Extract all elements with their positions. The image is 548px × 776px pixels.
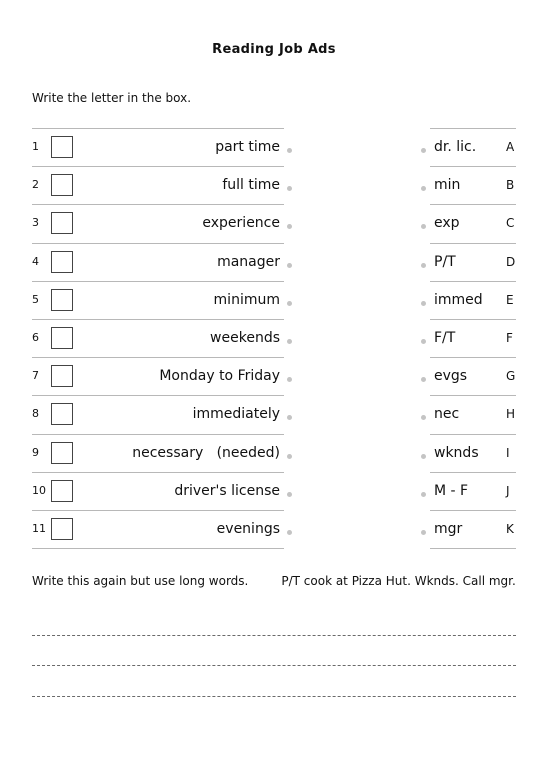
abbreviation-label: min	[434, 177, 461, 194]
match-dot-left[interactable]	[287, 454, 292, 459]
term-label: manager	[217, 253, 280, 270]
row-number: 9	[32, 445, 39, 459]
term-label: necessary (needed)	[132, 444, 280, 461]
match-dot-right[interactable]	[421, 301, 426, 306]
match-row	[0, 319, 548, 357]
answer-box[interactable]	[51, 212, 73, 234]
row-number: 7	[32, 369, 39, 383]
match-dot-left[interactable]	[287, 301, 292, 306]
term-label: full time	[222, 177, 280, 194]
match-dot-right[interactable]	[421, 454, 426, 459]
answer-box[interactable]	[51, 136, 73, 158]
rewrite-task	[32, 573, 518, 590]
job-ad-text: P/T cook at Pizza Hut. Wknds. Call mgr.	[281, 574, 516, 588]
answer-line-3[interactable]	[32, 696, 516, 697]
abbreviation-label: wknds	[434, 444, 479, 461]
term-label: Monday to Friday	[159, 368, 280, 385]
option-letter: C	[506, 216, 515, 231]
match-row	[0, 166, 548, 204]
rewrite-prompt: Write this again but use long words.	[32, 574, 249, 588]
abbreviation-label: mgr	[434, 521, 463, 537]
match-row	[0, 357, 548, 395]
option-letter: A	[506, 140, 515, 154]
answer-box[interactable]	[51, 480, 73, 502]
term-label: weekends	[210, 330, 280, 346]
match-dot-left[interactable]	[287, 415, 292, 420]
instruction-text: Write the letter in the box.	[32, 91, 192, 105]
row-number: 5	[32, 292, 39, 306]
answer-box[interactable]	[51, 327, 73, 349]
match-row	[0, 204, 548, 242]
option-letter: G	[506, 369, 516, 384]
abbreviation-label: immed	[434, 291, 483, 308]
answer-box[interactable]	[51, 442, 73, 464]
match-dot-right[interactable]	[421, 377, 426, 382]
row-number: 3	[32, 216, 39, 230]
row-number: 6	[32, 331, 39, 344]
match-dot-left[interactable]	[287, 148, 292, 153]
answer-line-1[interactable]	[32, 635, 516, 636]
row-number: 11	[32, 522, 46, 535]
abbreviation-label: dr. lic.	[434, 139, 477, 155]
match-dot-right[interactable]	[421, 492, 426, 497]
match-dot-right[interactable]	[421, 339, 426, 344]
option-letter: E	[506, 292, 514, 307]
term-label: experience	[202, 215, 280, 232]
match-row	[0, 128, 548, 166]
match-dot-right[interactable]	[421, 530, 426, 535]
term-label: minimum	[213, 291, 280, 308]
match-dot-left[interactable]	[287, 530, 292, 535]
match-dot-right[interactable]	[421, 148, 426, 153]
match-dot-right[interactable]	[421, 186, 426, 191]
row-separator	[430, 548, 516, 549]
worksheet-title: Reading Job Ads	[212, 42, 336, 57]
match-dot-right[interactable]	[421, 224, 426, 229]
row-number: 8	[32, 407, 39, 421]
match-dot-left[interactable]	[287, 377, 292, 382]
row-number: 10	[32, 483, 46, 497]
option-letter: D	[506, 254, 516, 269]
match-row	[0, 434, 548, 472]
answer-line-2[interactable]	[32, 665, 516, 666]
answer-box[interactable]	[51, 403, 73, 425]
abbreviation-label: exp	[434, 215, 460, 232]
match-dot-right[interactable]	[421, 415, 426, 420]
match-row	[0, 243, 548, 281]
abbreviation-label: M - F	[434, 482, 469, 499]
match-dot-right[interactable]	[421, 263, 426, 268]
match-dot-left[interactable]	[287, 492, 292, 497]
answer-box[interactable]	[51, 518, 73, 540]
match-row	[0, 395, 548, 433]
row-number: 4	[32, 254, 39, 268]
abbreviation-label: nec	[434, 406, 460, 423]
abbreviation-label: evgs	[434, 368, 468, 385]
answer-box[interactable]	[51, 365, 73, 387]
row-number: 2	[32, 178, 39, 192]
abbreviation-label: F/T	[434, 330, 456, 346]
option-letter: I	[506, 445, 510, 460]
match-row	[0, 281, 548, 319]
abbreviation-label: P/T	[434, 253, 456, 270]
match-row	[0, 472, 548, 510]
match-dot-left[interactable]	[287, 186, 292, 191]
match-dot-left[interactable]	[287, 263, 292, 268]
match-dot-left[interactable]	[287, 339, 292, 344]
option-letter: B	[506, 178, 515, 193]
term-label: evenings	[216, 521, 280, 537]
match-dot-left[interactable]	[287, 224, 292, 229]
term-label: immediately	[192, 406, 280, 423]
option-letter: F	[506, 331, 513, 345]
row-separator	[32, 548, 284, 549]
term-label: part time	[215, 139, 280, 155]
option-letter: H	[506, 407, 516, 422]
term-label: driver's license	[174, 482, 280, 499]
row-number: 1	[32, 140, 39, 153]
match-row	[0, 510, 548, 548]
option-letter: K	[506, 522, 514, 536]
answer-box[interactable]	[51, 251, 73, 273]
answer-box[interactable]	[51, 289, 73, 311]
option-letter: J	[506, 483, 510, 498]
answer-box[interactable]	[51, 174, 73, 196]
